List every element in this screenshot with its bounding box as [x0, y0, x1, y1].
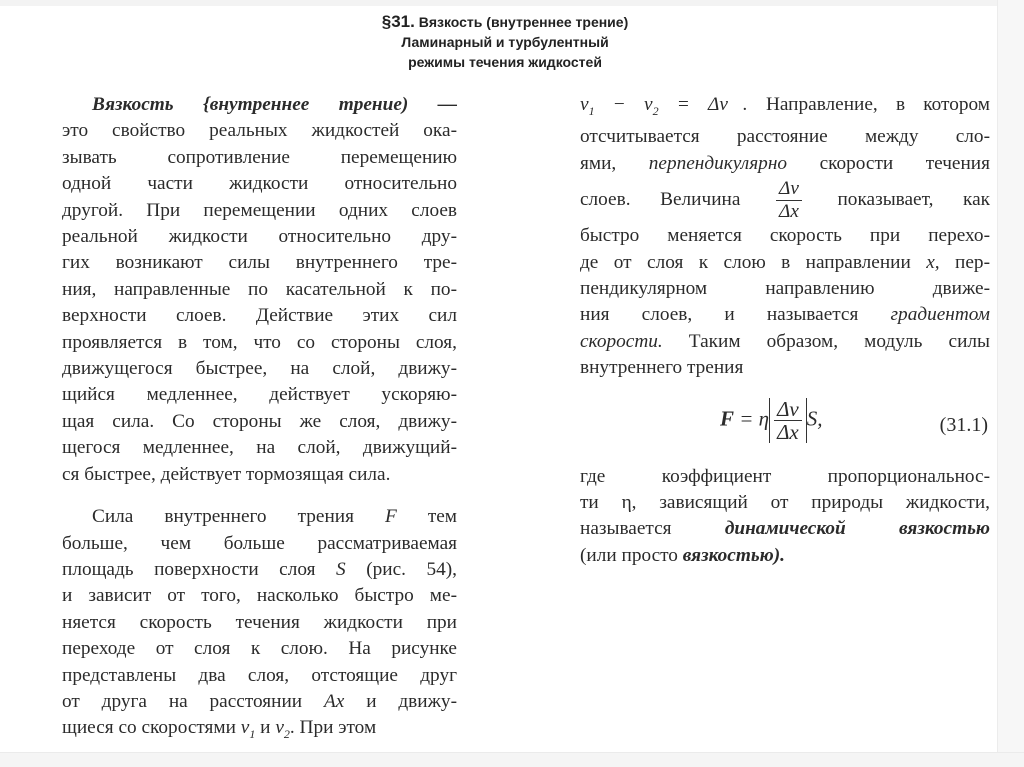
text-line: ния слоев, и называется градиентом [580, 304, 990, 326]
text-line: ти η, зависящий от природы жидкости, [580, 492, 990, 513]
text-line [62, 92, 457, 118]
text-line: это свойство реальных жидкостей ока- [62, 120, 457, 142]
var-v1: $v_1$ [240, 717, 256, 742]
text-line: щиеся со скоростями $v_1$ и $v_2$. При этом [62, 717, 377, 742]
text-line: $v_1 - v_2$ = Δv⃗. Направление, в котором [580, 94, 990, 118]
text-line: переходе от слоя к слою. На рисунке [62, 638, 457, 660]
term-viscosity: Вязкость {внутреннее трение) — [92, 94, 457, 115]
text-line: от друга на расстоянии Ax и движу- [62, 690, 457, 712]
slide-bottom-edge [0, 752, 1024, 767]
var-v2: $v_2$ [275, 717, 290, 742]
text-line: щегося медленнее, на слой, движущий- [62, 437, 457, 459]
term-gradient: градиентом [890, 304, 990, 326]
formula-eq-eta: = η [739, 405, 770, 430]
text-line: реальной жидкости относительно дру- [62, 226, 457, 248]
term-perpendicular: перпендикулярно [648, 152, 788, 174]
title-line-3: режимы течения жидкостей [408, 54, 602, 70]
slide-top-edge [0, 0, 1024, 6]
formula-fraction: $\frac{\Delta v}{\Delta x}$ [774, 398, 802, 443]
right-column [580, 92, 990, 569]
paragraph-friction-force [62, 504, 457, 748]
text-line: движущегося быстрее, на слой, движу- [62, 358, 457, 380]
text-line: отсчитывается расстояние между сло- [580, 126, 990, 148]
fraction-dv-dx: $\frac{\Delta v}{\Delta x}$ [776, 178, 802, 223]
text-line: представлены два слоя, отстоящие друг [62, 664, 457, 686]
var-S: S [336, 558, 346, 580]
slide-right-edge [997, 0, 1024, 767]
text-line: одной части жидкости относительно [62, 173, 457, 195]
text-line: зывать сопротивление перемещению [62, 146, 457, 168]
text-line: внутреннего трения [580, 357, 744, 379]
section-number: §31. [381, 12, 415, 31]
var-F: F [385, 506, 397, 528]
page-title [255, 12, 755, 72]
text-line: пендикулярном направлению движе- [580, 277, 990, 299]
paragraph-gap [62, 488, 457, 504]
text-line: и зависит от того, насколько быстро ме- [62, 585, 457, 607]
formula-expression [720, 398, 823, 443]
formula-F: F [720, 405, 735, 430]
formula-31-1 [580, 394, 990, 458]
paragraph-dynamic-viscosity [580, 464, 990, 570]
left-column [62, 92, 457, 748]
text-line: няется скорость течения жидкости при [62, 611, 457, 633]
text-line: ями, перпендикулярно скорости течения [580, 152, 990, 174]
text-line: проявляется в том, что со стороны слоя, [62, 331, 457, 353]
text-line: верхности слоев. Действие этих сил [62, 305, 457, 327]
text-line: быстро меняется скорость при перехо- [580, 225, 990, 247]
formula-S: S, [806, 405, 823, 430]
text-line: площадь поверхности слоя S (рис. 54), [62, 558, 457, 580]
paragraph-viscosity-definition [62, 92, 457, 488]
text-line: ся быстрее, действует тормозящая сила. [62, 463, 391, 485]
text-line: (или просто вязкостью). [580, 544, 785, 566]
text-line: слоев. Величина $\frac{\Delta v}{\Delta x}$ показывает, как [580, 178, 991, 223]
var-delta-x: Ax [324, 690, 345, 712]
formula-abs [769, 398, 807, 443]
text-line: ния, направленные по касательной к по- [62, 278, 457, 300]
text-line: больше, чем больше рассматриваемая [62, 532, 457, 554]
title-line-1 [255, 12, 755, 32]
equation-number: (31.1) [939, 413, 988, 436]
text-line: Сила внутреннего трения F тем [92, 506, 457, 528]
title-text-1: Вязкость (внутреннее трение) [418, 14, 629, 30]
text-line: скорости. Таким образом, модуль силы [580, 330, 990, 352]
var-x: x, [926, 251, 940, 273]
text-line: другой. При перемещении одних слоев [62, 199, 457, 221]
text-line: называется динамической вязкостью [580, 518, 990, 540]
term-velocity: скорости. [580, 330, 663, 352]
text-line: щийся медленнее, действует ускоряю- [62, 384, 457, 406]
term-viscosity-short: вязкостью). [682, 544, 785, 566]
equation-v1-minus-v2: $v_1 - v_2$ = Δv⃗. [580, 94, 748, 118]
text-line: где коэффициент пропорциональнос- [580, 465, 990, 487]
text-line: щая сила. Со стороны же слоя, движу- [62, 410, 457, 432]
paragraph-velocity-gradient [580, 92, 990, 382]
text-line: гих возникают силы внутреннего тре- [62, 252, 457, 274]
term-dynamic-viscosity: динамической вязкостью [724, 518, 990, 540]
title-line-2: Ламинарный и турбулентный [401, 34, 609, 50]
text-line: де от слоя к слою в направлении x, пер- [580, 251, 990, 273]
